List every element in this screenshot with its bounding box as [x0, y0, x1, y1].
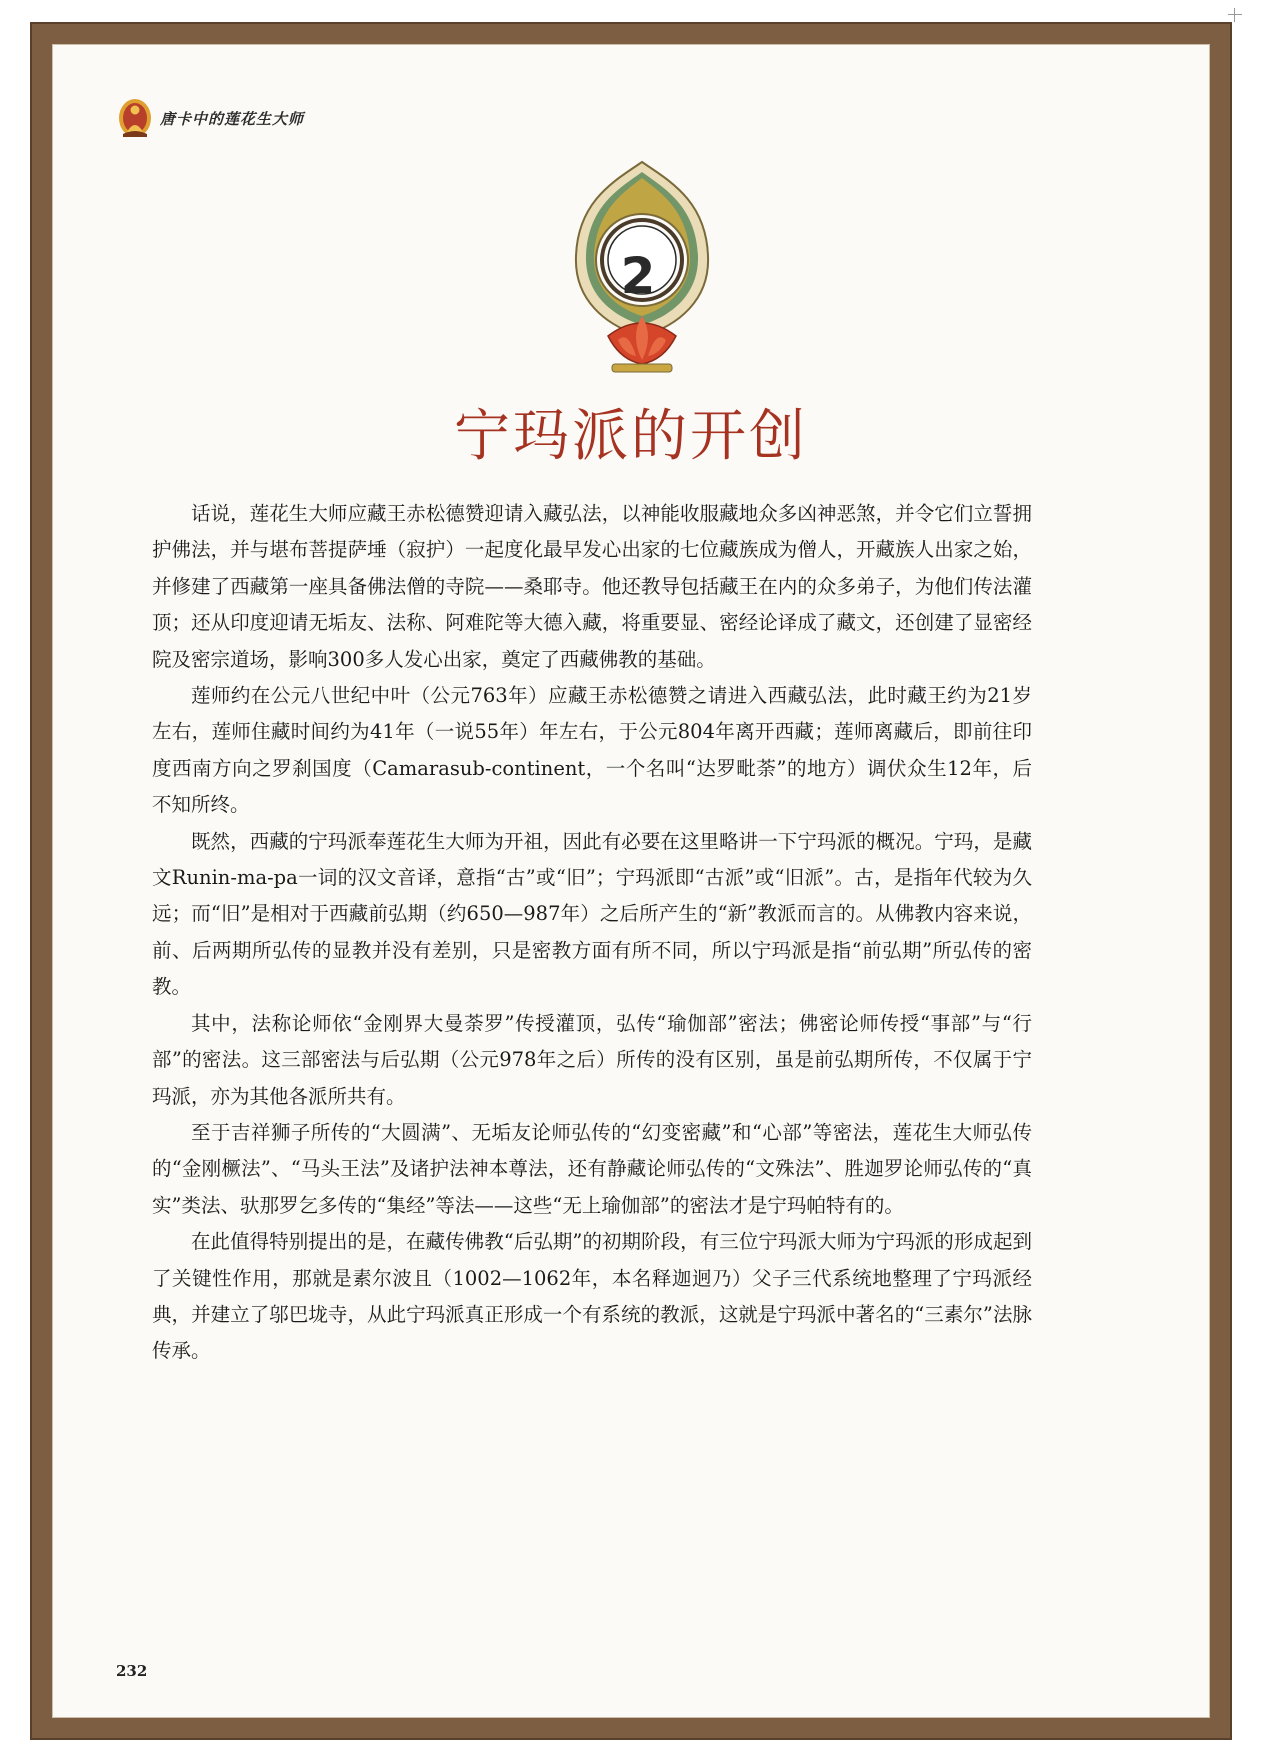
- paragraph: 莲师约在公元八世纪中叶（公元763年）应藏王赤松德赞之请进入西藏弘法，此时藏王约为21岁左右，莲师住藏时间约为41年（一说55年）年左右，于公元804年离开西藏；莲师离藏后，即前往印度西南方向之罗刹国度（Camarasub-continent，一个名叫“达罗毗荼”的地方）调伏众生12年，后不知所终。: [152, 684, 1032, 817]
- crop-mark-top-right: [1228, 8, 1242, 22]
- chapter-emblem: [568, 160, 716, 378]
- paragraph: 既然，西藏的宁玛派奉莲花生大师为开祖，因此有必要在这里略讲一下宁玛派的概况。宁玛，是藏文Runin-ma-pa一词的汉文音译，意指“古”或“旧”；宁玛派即“古派”或“旧派”。古，是指年代较为久远；而“旧”是相对于西藏前弘期（约650—987年）之后所产生的“新”教派而言的。从佛教内容来说，前、后两期所弘传的显教并没有差别，只是密教方面有所不同，所以宁玛派是指“前弘期”所弘传的密教。: [152, 829, 1032, 999]
- page-number: 232: [116, 1662, 148, 1680]
- paragraph: 在此值得特别提出的是，在藏传佛教“后弘期”的初期阶段，有三位宁玛派大师为宁玛派的形成起到了关键性作用，那就是素尔波且（1002—1062年，本名释迦迥乃）父子三代系统地整理了宁玛派经典，并建立了邬巴垅寺，从此宁玛派真正形成一个有系统的教派，这就是宁玛派中著名的“三素尔”法脉传承。: [152, 1230, 1032, 1363]
- running-head: [118, 98, 304, 138]
- paragraph: 其中，法称论师依“金刚界大曼荼罗”传授灌顶，弘传“瑜伽部”密法；佛密论师传授“事部”与“行部”的密法。这三部密法与后弘期（公元978年之后）所传的没有区别，虽是前弘期所传，不仅属于宁玛派，亦为其他各派所共有。: [152, 1011, 1032, 1108]
- buddha-icon: [118, 98, 152, 138]
- chapter-title: 宁玛派的开创: [454, 404, 808, 469]
- paragraph: 至于吉祥狮子所传的“大圆满”、无垢友论师弘传的“幻变密藏”和“心部”等密法，莲花生大师弘传的“金刚橛法”、“马头王法”及诸护法神本尊法，还有静藏论师弘传的“文殊法”、胜迦罗论师弘传的“真实”类法、驮那罗乞多传的“集经”等法——这些“无上瑜伽部”的密法才是宁玛帕特有的。: [152, 1120, 1032, 1217]
- paragraph: 话说，莲花生大师应藏王赤松德赞迎请入藏弘法，以神能收服藏地众多凶神恶煞，并令它们立誓拥护佛法，并与堪布菩提萨埵（寂护）一起度化最早发心出家的七位藏族成为僧人，开藏族人出家之始，并修建了西藏第一座具备佛法僧的寺院——桑耶寺。他还教导包括藏王在内的众多弟子，为他们传法灌顶；还从印度迎请无垢友、法称、阿难陀等大德入藏，将重要显、密经论译成了藏文，还创建了显密经院及密宗道场，影响300多人发心出家，奠定了西藏佛教的基础。: [152, 502, 1032, 671]
- running-title: 唐卡中的莲花生大师: [160, 109, 305, 128]
- chapter-number: 2: [620, 247, 656, 305]
- book-page: [52, 44, 1210, 1718]
- body-text: [152, 496, 1032, 1370]
